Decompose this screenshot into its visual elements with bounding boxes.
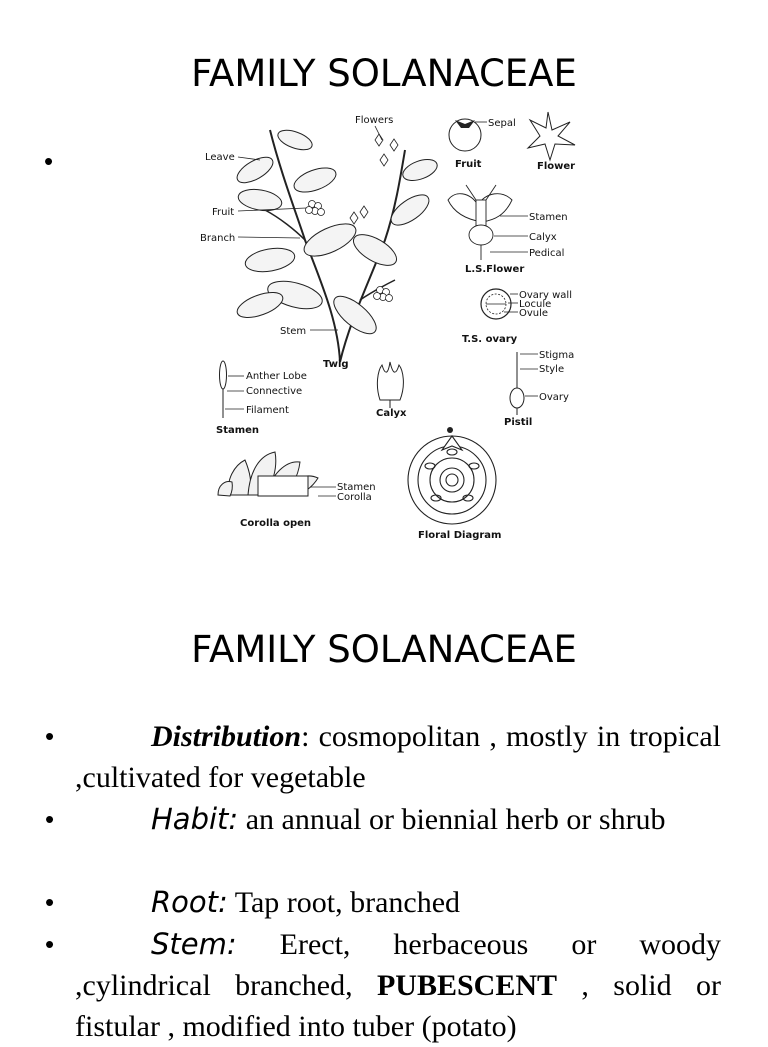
label-filament: Filament (246, 405, 289, 416)
label-flower-caption: Flower (537, 161, 576, 172)
text-distribution: cosmopolitan , mostly in tropical ,cultivated for vegetable (75, 720, 721, 794)
list-item-root (45, 882, 721, 923)
label-ovule: Ovule (519, 308, 549, 319)
term-habit: Habit: (151, 802, 239, 836)
label-pedical: Pedical (529, 248, 565, 259)
slide-title: FAMILY SOLANACEAE (191, 52, 577, 95)
label-calyx: Calyx (529, 232, 557, 243)
label-anther-lobe: Anther Lobe (246, 371, 307, 382)
label-fruit-caption: Fruit (455, 159, 482, 170)
label-style: Style (539, 364, 565, 375)
label-corolla: Corolla (337, 492, 372, 503)
list-item-stem (45, 924, 722, 1047)
bullet: • (45, 721, 55, 751)
label-leave: Leave (205, 152, 235, 163)
label-stamen-2: Stamen (337, 482, 376, 493)
bullet: • (45, 887, 55, 917)
term-stem: Stem: (151, 927, 237, 961)
label-ovary-wall: Ovary wall (519, 290, 572, 301)
label-stem: Stem (280, 326, 307, 337)
label-ovary: Ovary (539, 392, 569, 403)
label-ts-ovary: T.S. ovary (462, 334, 518, 345)
label-pistil: Pistil (504, 417, 533, 428)
label-flowers: Flowers (355, 115, 394, 126)
text-habit: an annual or biennial herb or shrub (238, 803, 666, 836)
label-branch: Branch (200, 233, 236, 244)
text-pubescent: PUBESCENT (376, 969, 558, 1002)
label-calyx-caption: Calyx (376, 408, 407, 419)
text-root: Tap root, branched (227, 886, 461, 919)
label-stigma: Stigma (539, 350, 575, 361)
bullet: • (45, 929, 55, 959)
text-stem-2: , solid or fistular , modified into tuber (potato) (75, 969, 722, 1043)
bullet: • (44, 146, 54, 176)
label-locule: Locule (519, 299, 552, 310)
label-stamen-caption: Stamen (216, 425, 260, 436)
label-corolla-open: Corolla open (240, 518, 312, 529)
label-twig: Twig (323, 359, 349, 370)
label-fruit: Fruit (212, 207, 235, 218)
label-ls-flower: L.S.Flower (465, 264, 525, 275)
label-floral-diagram: Floral Diagram (418, 530, 502, 541)
term-root: Root: (151, 885, 228, 919)
label-stamen: Stamen (529, 212, 568, 223)
solanaceae-figure (200, 100, 590, 545)
bullet: • (45, 804, 55, 834)
label-connective: Connective (246, 386, 303, 397)
label-sepal: Sepal (488, 118, 516, 129)
slide-title-2: FAMILY SOLANACEAE (191, 628, 577, 671)
list-item-habit (45, 799, 721, 840)
text-stem-1: Erect, herbaceous or woody ,cylindrical branched, (75, 928, 721, 1002)
term-distribution: Distribution (151, 720, 302, 753)
list-item-distribution: • Distribution: cosmopolitan , mostly in tropical ,cultivated for vegetable (75, 716, 721, 798)
